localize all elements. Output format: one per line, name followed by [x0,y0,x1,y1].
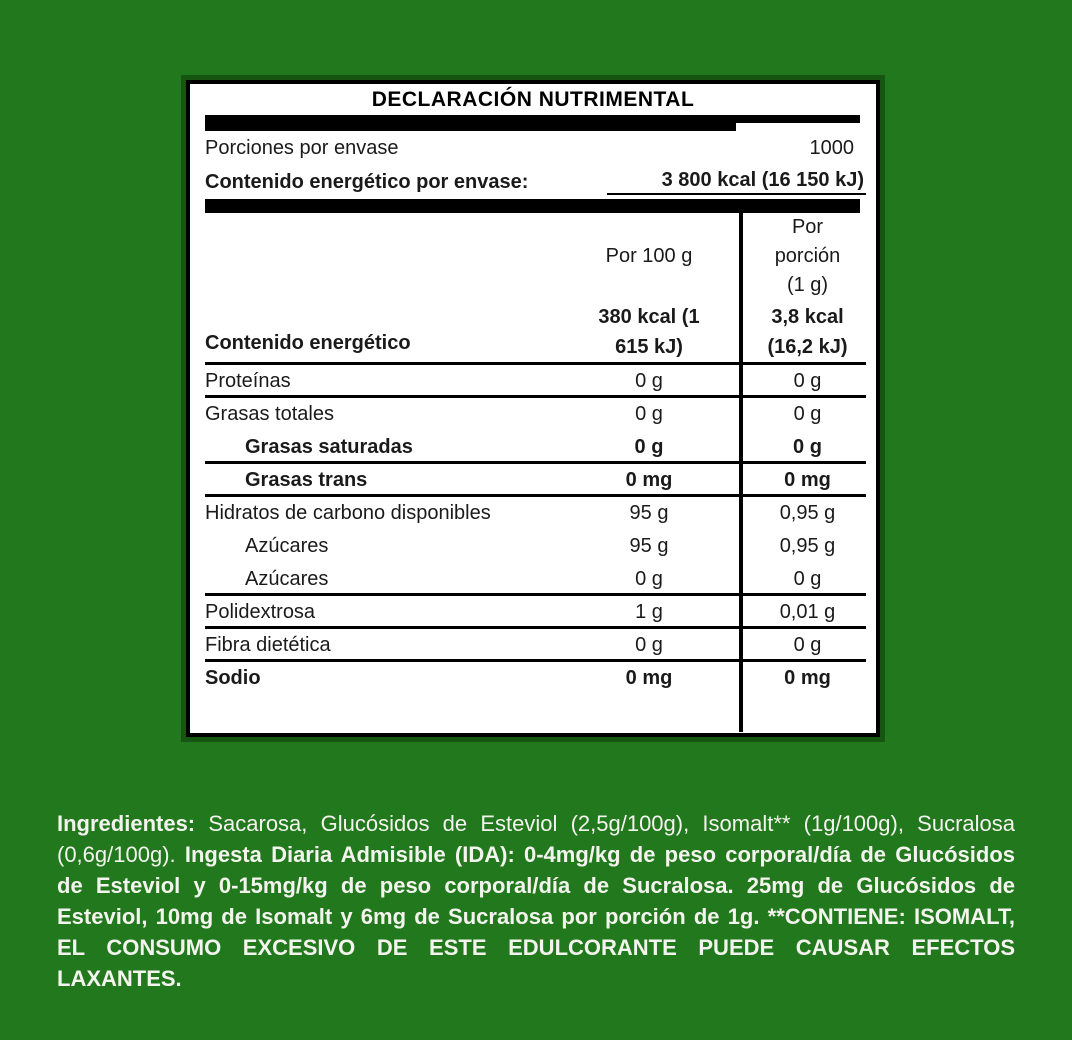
table-row [190,431,876,464]
per-portion-value: 0 g [793,634,822,656]
nutrient-name: Fibra dietética [205,634,331,656]
per-100g-value: 95 g [629,535,669,557]
ingredients-segment: Ingredientes: [57,811,196,836]
energy-per-container-row [190,165,876,199]
nutrient-rows [190,365,876,695]
per-portion-value: 0,95 g [779,535,836,557]
nutrient-name: Grasas saturadas [245,436,413,458]
column-header-row [190,213,876,299]
table-row [190,629,876,662]
per-100g-value: 0 g [635,568,663,590]
per-portion-value: 0 g [793,370,822,392]
header-empty-cell [190,213,559,299]
per-portion-value: 0 g [793,436,822,458]
per-portion-value: 0 mg [784,469,831,491]
nutrient-name: Sodio [205,667,261,689]
table-row [190,662,876,695]
header-per-portion: Por porción (1 g) [774,215,841,296]
nutrient-name: Grasas totales [205,403,334,425]
thick-bar-middle [205,199,860,213]
ingredients-segment: Ingesta Diaria Admisible (IDA): 0-4mg/kg de peso corporal/día de Glucósidos de Esteviol y 0-15mg/kg de peso corporal/día de Sucralosa. 25mg de Glucósidos de Esteviol, 10mg de Isomalt y 6mg de Sucralosa por porción de 1g. **CONTIENE: ISOMALT, EL CONSUMO EXCESIVO DE ESTE EDULCORANTE PUEDE CAUSAR EFECTOS LAXANTES. [57,842,1016,991]
per-100g-value: 0 g [635,634,663,656]
nutrient-name: Hidratos de carbono disponibles [205,502,491,524]
energy-per-container-label: Contenido energético por envase: [205,170,529,193]
energy-per-100g-value: 380 kcal (1 615 kJ) [598,306,700,358]
energy-content-label: Contenido energético [205,332,411,354]
per-portion-value: 0 mg [784,667,831,689]
table-body [190,213,876,732]
per-100g-value: 0 g [635,403,663,425]
per-100g-value: 0 g [634,436,664,458]
nutrition-facts-table [186,80,880,737]
nutrient-name: Azúcares [245,568,329,590]
table-row [190,497,876,530]
ingredients-text [57,808,1015,994]
per-100g-value: 1 g [635,601,663,623]
per-portion-value: 0 g [793,403,822,425]
per-100g-value: 0 mg [625,667,673,689]
nutrient-name: Azúcares [245,535,329,557]
ingredients-segment: Sacarosa, Glucósidos de Esteviol (2,5g/100g), Isomalt** (1g/100g), Sucralosa (0,6g/100g). [57,811,1015,867]
servings-label: Porciones por envase [205,136,399,159]
table-title: DECLARACIÓN NUTRIMENTAL [371,87,695,111]
per-100g-value: 95 g [629,502,669,524]
servings-value: 1000 [809,136,854,159]
energy-per-portion-value: 3,8 kcal (16,2 kJ) [767,306,848,358]
servings-per-container-row [190,131,876,165]
nutrient-name: Proteínas [205,370,291,392]
nutrient-name: Polidextrosa [205,601,316,623]
thick-bar-top [205,115,860,131]
table-row [190,365,876,398]
energy-per-container-value: 3 800 kcal (16 150 kJ) [607,169,866,195]
table-row [190,563,876,596]
per-100g-value: 0 mg [625,469,673,491]
per-portion-value: 0,95 g [779,502,836,524]
table-row [190,464,876,497]
header-per-100g: Por 100 g [605,244,693,267]
per-portion-value: 0,01 g [779,601,836,623]
energy-content-row [190,299,876,365]
nutrient-name: Grasas trans [245,469,368,491]
table-row [190,596,876,629]
table-row [190,398,876,431]
per-portion-value: 0 g [793,568,822,590]
per-100g-value: 0 g [635,370,663,392]
table-row [190,530,876,563]
